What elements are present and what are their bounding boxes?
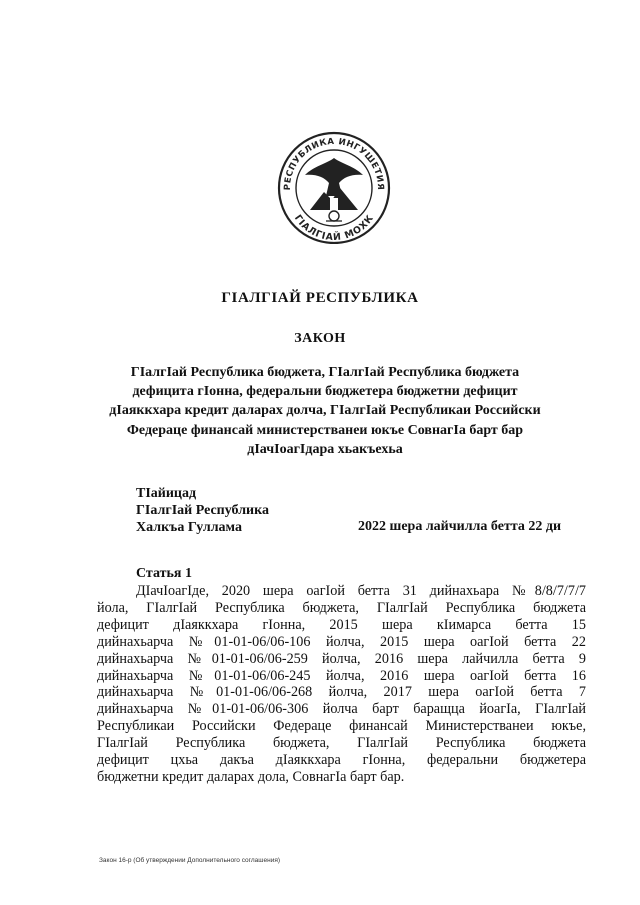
article-line: дийнахьарча №01-01-06/06-259 йолча, 2016 шера лайчилла бетта 9	[97, 650, 586, 667]
law-title	[95, 363, 555, 459]
seal-bottom-text: ГIАЛГIАЙ МОХК	[291, 212, 377, 244]
seal-top-text: РЕСПУБЛИКА ИНГУШЕТИЯ	[282, 136, 386, 191]
article-heading: Статья 1	[136, 566, 192, 581]
law-title-line: Федераце финансай министерстванеи юкъе СовнагIа барт бар	[126, 422, 524, 438]
adoption-line: Халкъа Гуллама	[136, 520, 242, 535]
article-line: Республикаи Российски Федераце финансай Министерстванеи юкъе,	[97, 718, 586, 735]
seal-tower-shape	[330, 198, 338, 210]
svg-text:ГIАЛГIАЙ МОХК	[292, 213, 376, 243]
adoption-block	[136, 485, 269, 536]
article-line: бюджетни кредит даларах дола, СовнагIа барт бар.	[97, 768, 405, 785]
law-title-line: дIаяккхара кредит даларах долча, ГIалгIай Республикаи Российски	[109, 403, 541, 419]
republic-seal-emblem	[274, 128, 394, 244]
article-line: ДIачIоагIде, 2020 шера оагIой бетта 31 дийнахьара №8/8/7/7/7	[136, 583, 586, 599]
seal-eagle-shape	[305, 158, 363, 196]
article-line: дийнахьарча №01-01-06/06-268 йолча, 2017 шера оагIой бетта 7	[97, 684, 586, 701]
article-body	[97, 583, 586, 786]
adoption-line: ГIалгIай Республика	[136, 503, 269, 518]
article-line: дефицит цхьа дакъа дIаяккхара гIонна, федеральни бюджетера	[97, 752, 586, 769]
article-line: дийнахьарча №01-01-06/06-245 йолча, 2016 шера оагIой бетта 16	[97, 667, 586, 684]
law-title-line: ГIалгIай Республика бюджета, ГIалгIай Республика бюджета	[130, 365, 520, 380]
article-line: дефицит дIаяккхара гIонна, 2015 шера кIимарса бетта 15	[97, 616, 586, 633]
article-line: дийнахьарча №01-01-06/06-306 йолча барт баращца йоагIа, ГIалгIай	[97, 701, 586, 718]
article-line: дийнахьарча №01-01-06/06-106 йолча, 2015 шера оагIой бетта 22	[97, 633, 586, 650]
document-type-heading: ЗАКОН	[294, 331, 346, 346]
footer-note: Закон 16-р (Об утверждении Дополнительного соглашения)	[99, 857, 281, 864]
adoption-date: 2022 шера лайчилла бетта 22 ди	[358, 519, 562, 534]
law-title-line: дефицита гIонна, федеральни бюджетера бюджетни дефицит	[132, 384, 518, 400]
law-title-line: дIачIоагIдара хьакъехьа	[247, 441, 403, 457]
adoption-line: ТIайицад	[136, 486, 197, 501]
article-line: ГIалгIай Республика бюджета, ГIалгIай Республика бюджета	[97, 735, 586, 752]
article-line: йола, ГIалгIай Республика бюджета, ГIалгIай Республика бюджета	[97, 599, 586, 616]
republic-heading: ГIАЛГIАЙ РЕСПУБЛИКА	[221, 290, 419, 306]
